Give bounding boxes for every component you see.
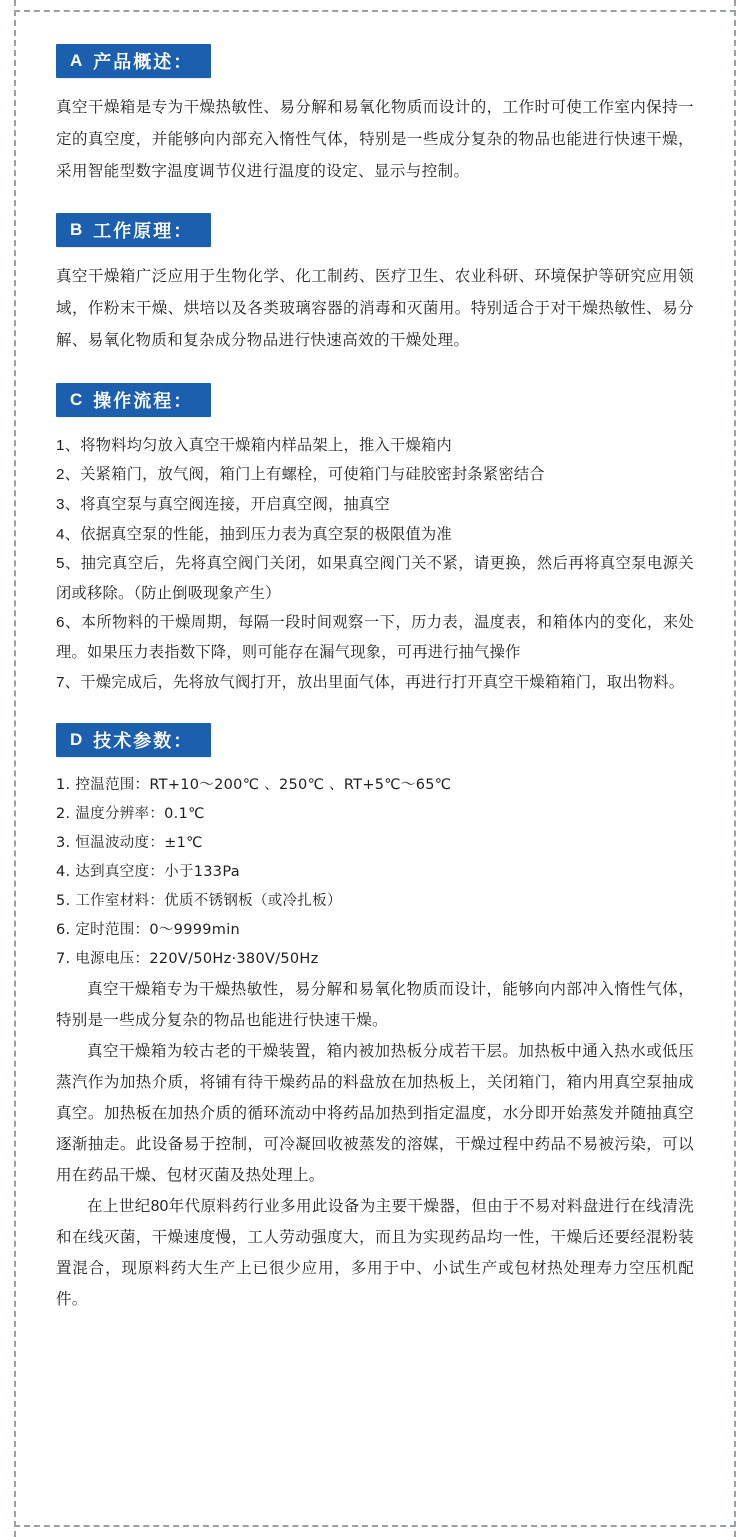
section-d-paragraph: 在上世纪80年代原料药行业多用此设备为主要干燥器，但由于不易对料盘进行在线清洗和在线灭菌，干燥速度慢，工人劳动强度大，而且为实现药品均一性，干燥后还要经混粉装置混合，现原料药大生产上已很少应用，多用于中、小试生产或包材热处理寿力空压机配件。 [56,1198,694,1309]
section-c-heading [56,383,211,417]
section-a-paragraph: 真空干燥箱是专为干燥热敏性、易分解和易氧化物质而设计的，工作时可使工作室内保持一定的真空度，并能够向内部充入惰性气体，特别是一些成分复杂的物品也能进行快速干燥，采用智能型数字温度调节仪进行温度的设定、显示与控制。 [56,99,694,180]
document-content [26,18,724,1335]
section-a-title: 产品概述： [93,52,194,72]
operation-step: 7、干燥完成后，先将放气阀打开，放出里面气体，再进行打开真空干燥箱箱门，取出物料。 [56,673,685,691]
section-d-heading [56,723,211,757]
section-c-title: 操作流程： [93,390,194,411]
page-border-top [14,10,736,12]
section-d-paragraph: 真空干燥箱为较古老的干燥装置，箱内被加热板分成若干层。加热板中通入热水或低压蒸汽作为加热介质，将铺有待干燥药品的料盘放在加热板上，关闭箱门，箱内用真空泵抽成真空。加热板在加热介质的循环流动中将药品加热到指定温度，水分即开始蒸发并随抽真空逐渐抽走。此设备易于控制，可冷凝回收被蒸发的溶媒，干燥过程中药品不易被污染，可以用在药品干燥、包材灭菌及热处理上。 [56,1043,694,1185]
section-d-letter: D [70,730,84,750]
operation-step: 3、将真空泵与真空阀连接，开启真空阀，抽真空 [56,495,390,513]
spec-item: 5. 工作室材料：优质不锈钢板（或冷扎板） [56,893,342,910]
page-border-right [734,0,736,1537]
section-a-letter: A [70,51,84,70]
operation-step: 5、抽完真空后，先将真空阀门关闭，如果真空阀门关不紧，请更换，然后再将真空泵电源关闭或移除。（防止倒吸现象产生） [56,555,694,602]
section-a [56,44,694,187]
spec-item: 7. 电源电压：220V/50Hz·380V/50Hz [56,951,319,968]
spec-item: 2. 温度分辨率：0.1℃ [56,806,205,823]
section-c-letter: C [70,389,84,409]
page-border-left [14,0,16,1537]
operation-step: 4、依据真空泵的性能，抽到压力表为真空泵的极限值为准 [56,525,452,543]
spec-item: 4. 达到真空度：小于133Pa [56,864,240,881]
section-b-title: 工作原理： [93,221,194,242]
section-b-paragraph: 真空干燥箱广泛应用于生物化学、化工制药、医疗卫生、农业科研、环境保护等研究应用领域，作粉末干燥、烘培以及各类玻璃容器的消毒和灭菌用。特别适合于对干燥热敏性、易分解、易氧化物质和复杂成分物品进行快速高效的干燥处理。 [56,268,694,349]
operation-step: 2、关紧箱门，放气阀，箱门上有螺栓，可使箱门与硅胶密封条紧密结合 [56,466,545,484]
spec-item: 1. 控温范围：RT+10～200℃ 、250℃ 、RT+5℃～65℃ [56,777,452,794]
operation-step: 6、本所物料的干燥周期，每隔一段时间观察一下，历力表，温度表，和箱体内的变化，来处理。如果压力表指数下降，则可能存在漏气现象，可再进行抽气操作 [56,614,694,662]
section-b-letter: B [70,220,84,240]
section-b-heading [56,213,211,247]
spec-item: 3. 恒温波动度：±1℃ [56,835,203,852]
section-d-paragraph: 真空干燥箱专为干燥热敏性，易分解和易氧化物质而设计，能够向内部冲入惰性气体，特别是一些成分复杂的物品也能进行快速干燥。 [56,981,694,1030]
section-d-title: 技术参数： [93,731,194,752]
spec-item: 6. 定时范围：0～9999min [56,922,241,939]
section-b [56,213,694,356]
operation-step: 1、将物料均匀放入真空干燥箱内样品架上，推入干燥箱内 [56,436,452,454]
section-d [56,723,694,1315]
section-c [56,383,694,698]
page-border-bottom [14,1525,736,1527]
section-a-heading [56,44,211,78]
